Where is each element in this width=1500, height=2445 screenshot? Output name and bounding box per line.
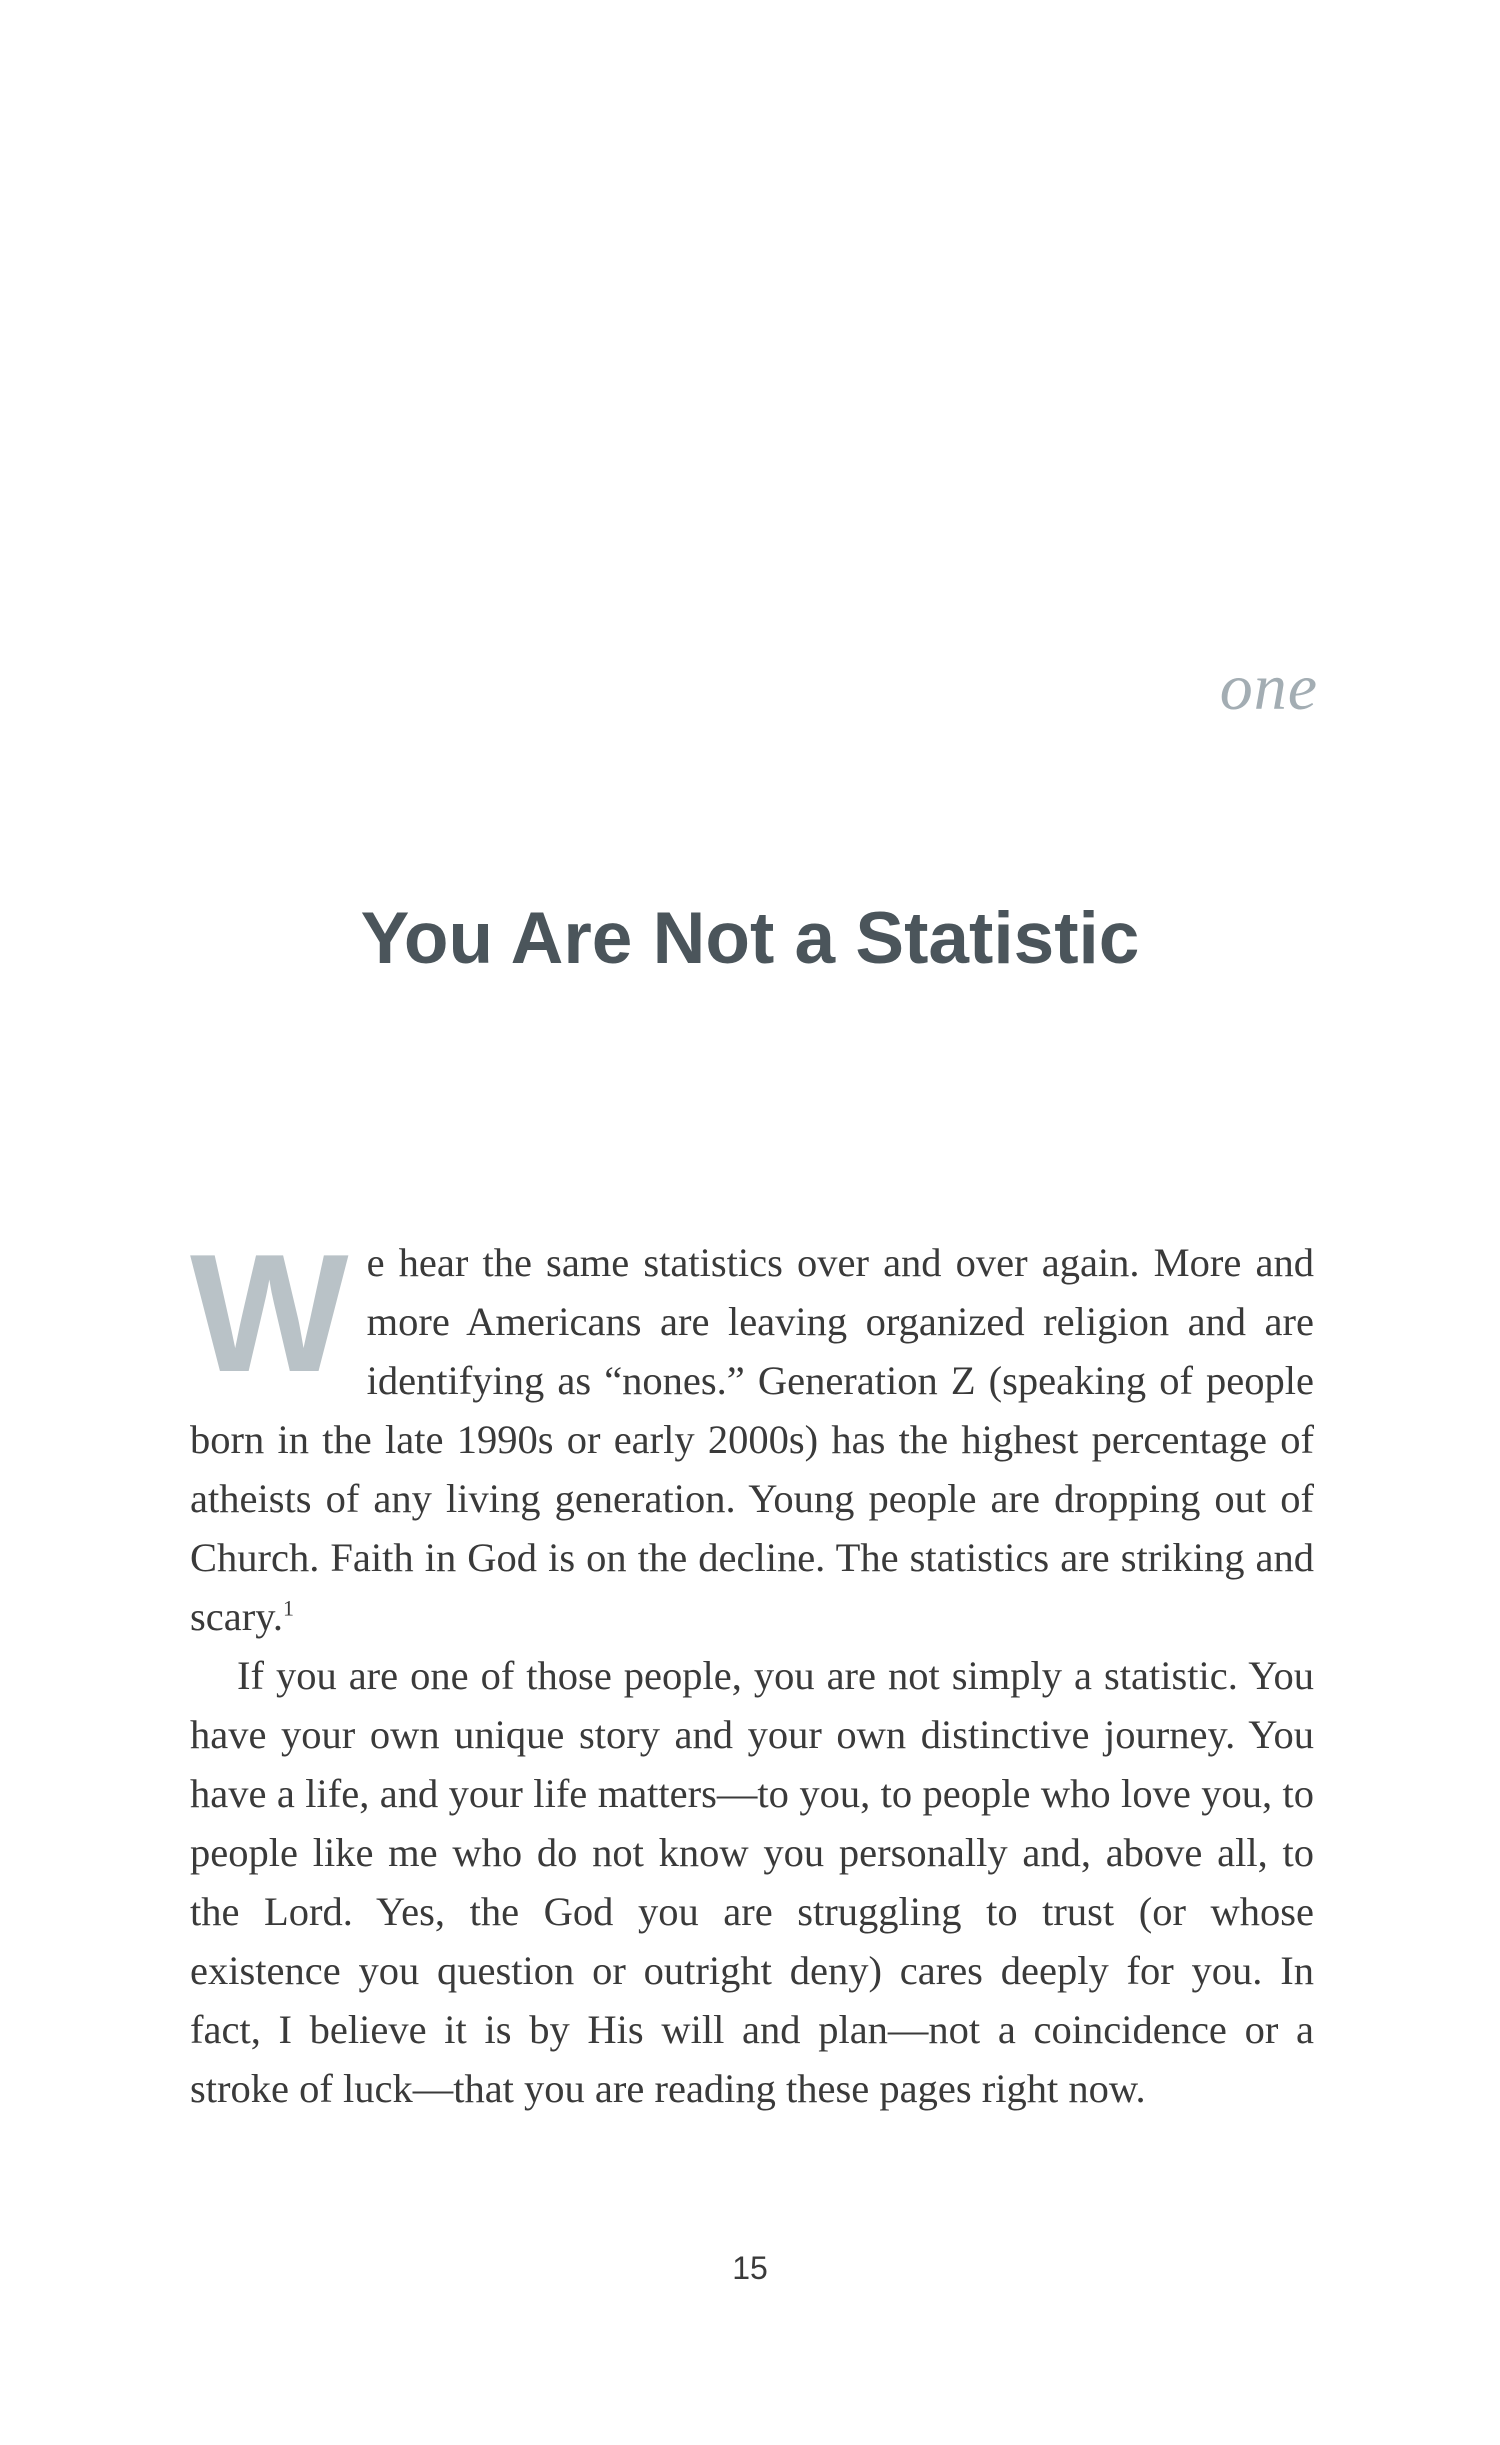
page-number: 15 xyxy=(732,2250,768,2286)
chapter-title: You Are Not a Statistic xyxy=(360,898,1140,979)
footnote-reference[interactable]: 1 xyxy=(282,1595,294,1621)
paragraph-1-text: e hear the same statistics over and over again. More and more Americans are leaving organized religion and are identifying as “nones.” Generation Z (speaking of people born in the late 1990s or early 2000s) has the highest percentage of atheists of any living generation. Young people are dropping out of Church. Faith in God is on the decline. The statistics are striking and scary. xyxy=(190,1240,1314,1639)
chapter-body xyxy=(190,1219,1314,2118)
chapter-number: one xyxy=(1219,651,1318,724)
paragraph-1 xyxy=(190,1219,1314,1646)
paragraph-2: If you are one of those people, you are not simply a statistic. You have your own unique story and your own distinctive journey. You have a life, and your life matters—to you, to people who love you, to people like me who do not know you personally and, above all, to the Lord. Yes, the God you are struggling to trust (or whose existence you question or outright deny) cares deeply for you. In fact, I believe it is by His will and plan—not a coincidence or a stroke of luck—that you are reading these pages right now. xyxy=(190,1653,1314,2111)
drop-cap: W xyxy=(190,1219,349,1407)
